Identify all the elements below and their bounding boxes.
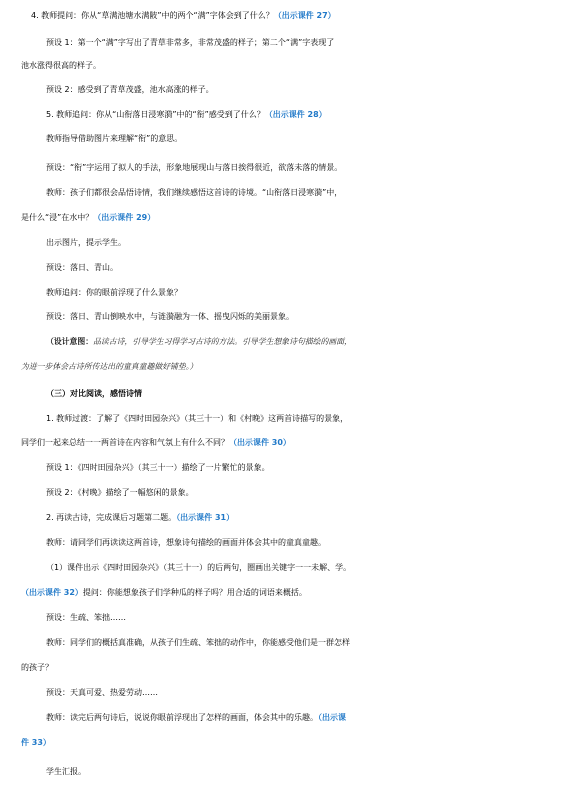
text-line: 教师追问：你的眼前浮现了什么景象？	[46, 288, 182, 297]
text-line: 出示图片，提示学生。	[46, 238, 126, 247]
text-line: 同学们一起来总结一一两首诗在内容和气氛上有什么不同？（出示课件 30）	[21, 438, 291, 447]
design-intent-note: 为进一步体会古诗所传达出的童真童趣做好铺垫。）	[21, 362, 198, 371]
text-line	[0, 735, 563, 751]
section-heading: （三）对比阅读，感悟诗情	[46, 389, 142, 398]
text-line: 2. 再读古诗，完成课后习题第二题。（出示课件 31）	[46, 513, 235, 522]
courseware-reference: （出示课件 27）	[273, 11, 336, 20]
text-line: 教师：请同学们再读读这两首诗，想象诗句描绘的画面并体会其中的童真童趣。	[46, 538, 326, 547]
text-line: 4. 教师提问：你从“草满池塘水满陂”中的两个“满”字体会到了什么？（出示课件 27）	[31, 11, 336, 20]
text-line: 学生汇报。	[46, 767, 86, 776]
text-line: 预设：天真可爱、热爱劳动……	[46, 688, 158, 697]
courseware-reference: （出示课件 28）	[264, 110, 327, 119]
text-line: 是什么“浸”在水中？（出示课件 29）	[21, 213, 156, 222]
text-line: 教师：同学们的概括真准确，从孩子们生疏、笨拙的动作中，你能感受他们是一群怎样	[46, 638, 350, 647]
text-line: 预设 2：感受到了青草茂盛，池水高涨的样子。	[46, 85, 214, 94]
courseware-reference: （出示课件 31）	[176, 513, 235, 522]
text-line: 预设：生疏、笨拙……	[46, 613, 126, 622]
text-line: 教师：读完后两句诗后，说说你眼前浮现出了怎样的画面，体会其中的乐趣。（出示课	[46, 713, 346, 722]
text-line: （出示课件 32）提问：你能想象孩子们学种瓜的样子吗？用合适的词语来概括。	[21, 588, 307, 597]
text-line: 教师：孩子们都很会品悟诗情，我们继续感悟这首诗的诗境。“山衔落日浸寒漪”中，	[46, 188, 343, 197]
text-line: 预设：“衔”字运用了拟人的手法，形象地展现山与落日挨得很近，欲落未落的情景。	[46, 163, 343, 172]
courseware-reference: 件 33）	[21, 738, 51, 747]
text-line: 教师指导借助图片来理解“衔”的意思。	[46, 134, 183, 143]
design-intent-note: （设计意图：品读古诗，引导学生习得学习古诗的方法。引导学生想象诗句描绘的画面，	[46, 337, 352, 346]
courseware-reference: （出示课件 29）	[93, 213, 156, 222]
text-line: 1. 教师过渡：了解了《四时田园杂兴》（其三十一）和《村晚》这两首诗描写的景象，	[46, 414, 349, 423]
text-line: 预设 1：第一个“满”字写出了青草非常多，非常茂盛的样子；第二个“满”字表现了	[46, 38, 335, 47]
text-line: 预设 1：《四时田园杂兴》（其三十一）描绘了一片繁忙的景象。	[46, 463, 270, 472]
text-line: 5. 教师追问：你从“山衔落日浸寒漪”中的“衔”感受到了什么？（出示课件 28）	[46, 110, 327, 119]
text-line: 池水涨得很高的样子。	[21, 61, 101, 70]
text-line: 预设：落日、青山倒映水中，与涟漪融为一体、摇曳闪烁的美丽景象。	[46, 312, 294, 321]
courseware-reference: （出示课	[318, 713, 346, 722]
courseware-reference: （出示课件 32）	[21, 588, 83, 597]
text-line: 预设 2：《村晚》描绘了一幅悠闲的景象。	[46, 488, 194, 497]
text-line: 的孩子？	[21, 663, 53, 672]
courseware-reference: （出示课件 30）	[229, 438, 291, 447]
text-line: （1）课件出示《四时田园杂兴》（其三十一）的后两句，圈画出关键字一一未解、学。	[46, 563, 352, 572]
text-line: 预设：落日、青山。	[46, 263, 118, 272]
design-intent-label: （设计意图：	[46, 337, 94, 346]
